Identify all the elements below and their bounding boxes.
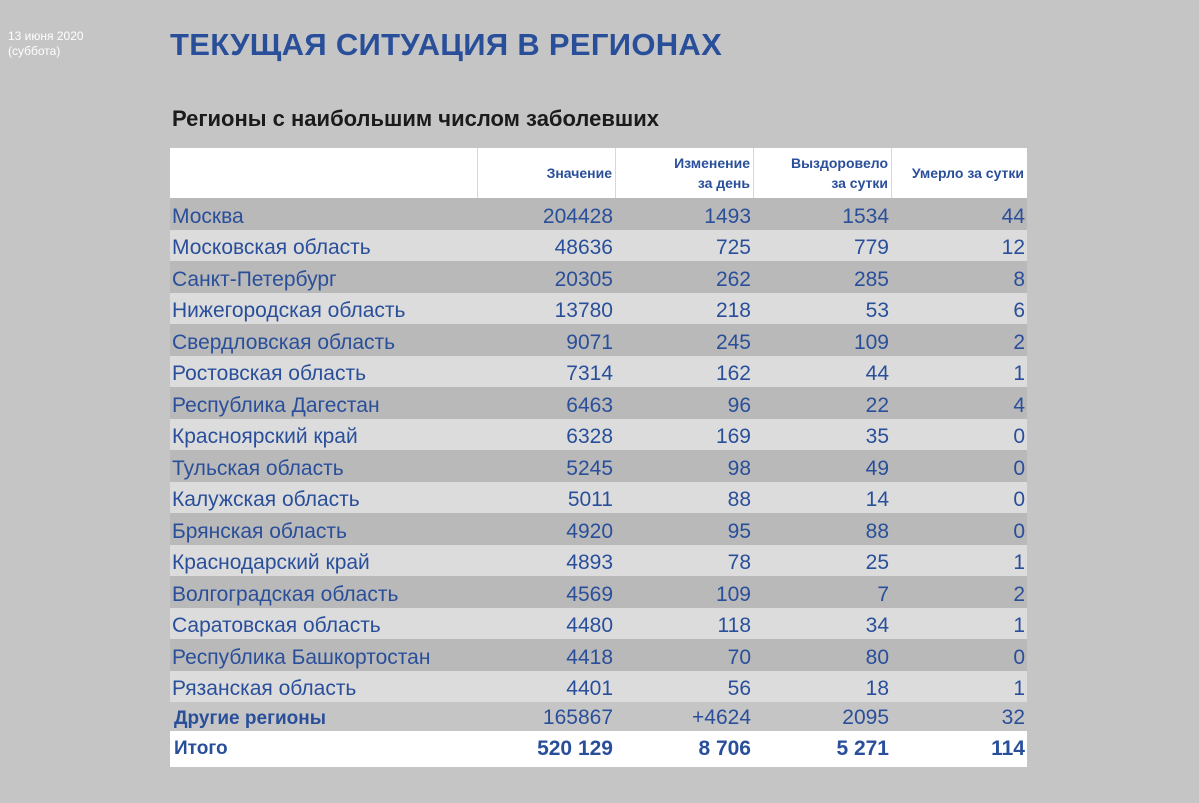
region-deaths: 6 (1013, 299, 1025, 322)
table-row (170, 482, 1027, 514)
table-row (170, 324, 1027, 356)
region-change: 245 (715, 330, 751, 354)
region-value: 4480 (566, 614, 613, 637)
region-deaths: 0 (1013, 488, 1025, 511)
column-header-value-line2: Значение (546, 165, 612, 181)
region-recovered: 18 (865, 677, 889, 700)
total-recovered: 5 271 (836, 737, 889, 760)
region-name: Калужская область (172, 488, 360, 511)
region-change: 96 (727, 393, 751, 417)
table-row (170, 545, 1027, 577)
region-deaths: 0 (1013, 519, 1025, 543)
region-value: 4418 (566, 645, 613, 669)
weekday-text: (суббота) (8, 44, 61, 58)
column-header-change (615, 148, 753, 198)
table-row (170, 450, 1027, 482)
region-value: 6328 (566, 425, 613, 448)
page-title: ТЕКУЩАЯ СИТУАЦИЯ В РЕГИОНАХ (170, 27, 723, 62)
region-recovered: 34 (865, 614, 889, 637)
region-name: Москва (172, 204, 244, 228)
region-change: 162 (715, 362, 751, 385)
region-recovered: 88 (865, 519, 889, 543)
region-name: Республика Башкортостан (172, 645, 431, 669)
table-header-row (170, 148, 1027, 198)
total-row (170, 731, 1027, 767)
region-recovered: 80 (865, 645, 889, 669)
table-row (170, 293, 1027, 325)
region-name: Московская область (172, 236, 371, 259)
table-row (170, 639, 1027, 671)
region-change: 169 (715, 425, 751, 448)
region-recovered: 7 (877, 582, 889, 606)
other-regions-change: +4624 (692, 706, 751, 729)
region-value: 7314 (566, 362, 613, 385)
region-deaths: 12 (1001, 236, 1025, 259)
region-name: Республика Дагестан (172, 393, 380, 417)
region-name: Ростовская область (172, 362, 367, 385)
column-header-recovered-line1: Выздоровело (790, 155, 888, 171)
region-change: 78 (727, 551, 751, 574)
region-change: 262 (715, 267, 751, 291)
region-deaths: 1 (1013, 677, 1025, 700)
date-text: 13 июня 2020 (8, 29, 84, 43)
other-regions-row (170, 702, 1027, 731)
table-row (170, 198, 1027, 230)
region-deaths: 8 (1013, 267, 1025, 291)
table-row (170, 419, 1027, 451)
column-header-change-line2: за день (697, 175, 750, 191)
regions-table (170, 148, 1027, 767)
region-name: Брянская область (172, 519, 347, 543)
region-change: 95 (727, 519, 751, 543)
region-deaths: 44 (1001, 204, 1025, 228)
column-header-recovered (753, 148, 891, 198)
region-recovered: 49 (865, 456, 889, 480)
date-label (8, 29, 84, 59)
table-body (170, 198, 1027, 702)
region-value: 13780 (554, 299, 613, 322)
region-recovered: 1534 (842, 204, 889, 228)
region-change: 725 (715, 236, 751, 259)
region-deaths: 0 (1013, 456, 1025, 480)
region-value: 4401 (566, 677, 613, 700)
region-deaths: 2 (1013, 582, 1025, 606)
column-header-region (170, 148, 477, 198)
column-header-change-line1: Изменение (674, 155, 750, 171)
other-regions-deaths: 32 (1001, 706, 1025, 729)
region-name: Саратовская область (172, 614, 381, 637)
total-label: Итого (174, 738, 228, 759)
region-value: 20305 (554, 267, 613, 291)
region-value: 9071 (566, 330, 613, 354)
region-value: 4920 (566, 519, 613, 543)
table-row (170, 230, 1027, 262)
table-row (170, 513, 1027, 545)
region-name: Красноярский край (172, 425, 358, 448)
region-value: 4893 (566, 551, 613, 574)
region-recovered: 22 (865, 393, 889, 417)
region-recovered: 25 (865, 551, 889, 574)
region-recovered: 44 (865, 362, 889, 385)
region-recovered: 53 (865, 299, 889, 322)
region-name: Нижегородская область (172, 299, 406, 322)
region-change: 98 (727, 456, 751, 480)
region-deaths: 1 (1013, 551, 1025, 574)
region-deaths: 4 (1013, 393, 1025, 417)
region-change: 218 (715, 299, 751, 322)
region-deaths: 0 (1013, 425, 1025, 448)
table-row (170, 671, 1027, 703)
region-value: 4569 (566, 582, 613, 606)
region-name: Краснодарский край (172, 551, 370, 574)
region-value: 204428 (542, 204, 613, 228)
region-value: 6463 (566, 393, 613, 417)
region-recovered: 35 (865, 425, 889, 448)
region-name: Рязанская область (172, 677, 357, 700)
region-change: 109 (715, 582, 751, 606)
other-regions-label: Другие регионы (174, 708, 326, 729)
table-subtitle: Регионы с наибольшим числом заболевших (172, 106, 659, 131)
other-regions-value: 165867 (542, 706, 613, 729)
region-name: Волгоградская область (172, 582, 399, 606)
column-header-deaths-line2: Умерло за сутки (911, 165, 1024, 181)
table-row (170, 261, 1027, 293)
region-recovered: 14 (865, 488, 889, 511)
region-value: 5245 (566, 456, 613, 480)
region-change: 118 (717, 614, 751, 637)
total-value: 520 129 (537, 737, 613, 760)
region-name: Санкт-Петербург (172, 267, 337, 291)
region-change: 88 (727, 488, 751, 511)
region-value: 5011 (567, 488, 613, 511)
region-change: 70 (727, 645, 751, 669)
table-row (170, 387, 1027, 419)
region-name: Тульская область (172, 456, 344, 480)
region-recovered: 109 (853, 330, 889, 354)
region-change: 1493 (704, 204, 751, 228)
column-header-recovered-line2: за сутки (831, 175, 888, 191)
column-header-deaths (891, 148, 1027, 198)
total-change: 8 706 (698, 737, 751, 760)
region-deaths: 0 (1013, 645, 1025, 669)
table-row (170, 576, 1027, 608)
other-regions-recovered: 2095 (842, 706, 889, 729)
region-deaths: 1 (1013, 362, 1025, 385)
region-recovered: 779 (853, 236, 889, 259)
region-recovered: 285 (853, 267, 889, 291)
total-deaths: 114 (991, 737, 1025, 760)
table-row (170, 608, 1027, 640)
region-value: 48636 (554, 236, 613, 259)
column-header-value (477, 148, 615, 198)
region-deaths: 1 (1013, 614, 1025, 637)
region-deaths: 2 (1013, 330, 1025, 354)
table-row (170, 356, 1027, 388)
region-change: 56 (727, 677, 751, 700)
region-name: Свердловская область (172, 330, 396, 354)
